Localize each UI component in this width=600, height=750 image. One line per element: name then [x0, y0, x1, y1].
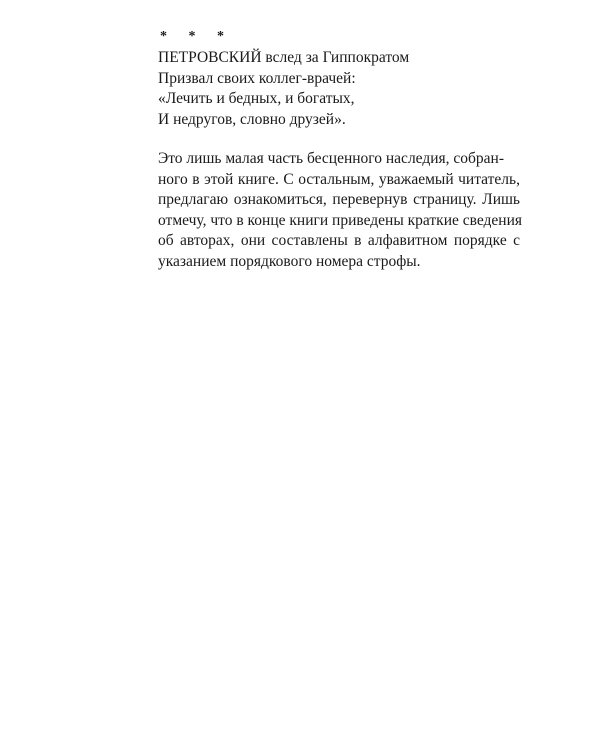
verse-line: Призвал своих коллег-врачей: — [158, 69, 356, 87]
prose-line: Это лишь малая часть бесценного наследия, собран- — [158, 150, 505, 167]
prose-line: указанием порядкового номера строфы. — [158, 252, 421, 270]
section-separator-asterisks: * * * — [160, 29, 233, 44]
verse-line: «Лечить и бедных, и богатых, — [158, 90, 355, 107]
verse-line: И недругов, словно друзей». — [158, 110, 346, 128]
prose-line: отмечу, что в конце книги приведены краткие сведения — [158, 211, 523, 229]
prose-paragraph — [158, 149, 523, 272]
prose-line: об авторах, они составлены в алфавитном порядке с — [158, 232, 520, 249]
text-block — [158, 26, 523, 272]
prose-line: ного в этой книге. С остальным, уважаемый читатель, — [158, 170, 520, 188]
prose-line: предлагаю ознакомиться, перевернув страницу. Лишь — [158, 191, 520, 208]
verse-line: ПЕТРОВСКИЙ вслед за Гиппократом — [158, 49, 410, 66]
verse-stanza — [158, 48, 520, 130]
